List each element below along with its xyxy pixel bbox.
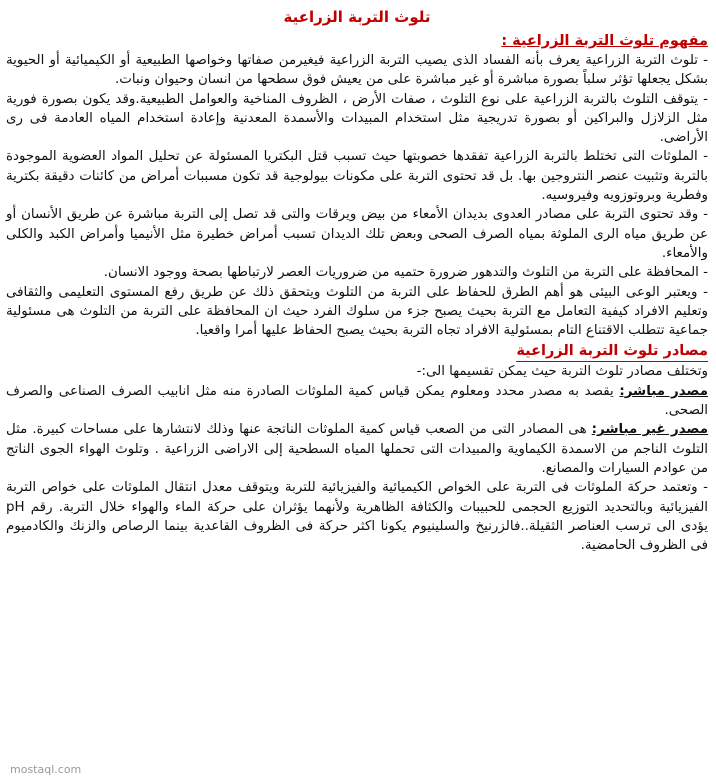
document-title: تلوث التربة الزراعية [283,8,431,26]
paragraph-indirect-source [6,420,708,478]
section-sources [6,340,708,362]
paragraph-pollutants-fertility: - الملوثات التى تختلط بالتربة الزراعية تفقدها خصوبتها حيث تسبب قتل البكتريا المسئولة عن تحليل المواد العضوية الموجودة بالتربة وتثبيت عنصر النتروجين بها. بل قد تحتوى التربة على مكونات بيولوجية قد تكون مسببات أمراض من كائنات دقيقة بكترية وفطرية وبروتوزويه وفيروسيه. [6,149,708,204]
paragraph-sources-intro: وتختلف مصادر تلوث التربة حيث يمكن تقسيمها الى:- [416,364,708,380]
paragraph-worms: - وقد تحتوى التربة على مصادر العدوى بديدان الأمعاء من بيض ويرقات والتى قد تصل إلى التربة مباشرة عن طريق الأنسان أو عن طريق مياه الرى الملوثة بمياه الصرف الصحى وبعض تلك الديدان تسبب أمراض خطيرة مثل الأنيميا وأمراض الكبد والكلى والأمعاء. [6,207,708,261]
indirect-source-label: مصدر غير مباشر: [591,422,708,438]
direct-source-text: يقصد به مصدر محدد ومعلوم يمكن قياس كمية الملوثات الصادرة منه مثل انابيب الصرف الصناعى والصرف الصحى. [6,383,708,419]
paragraph-definition: - تلوث التربة الزراعية يعرف بأنه الفساد الذى يصيب التربة الزراعية فيغيرمن صفاتها وخواصها الطبيعية أو الكيميائية أو الحيوية بشكل يجعلها تؤثر سلباً بصورة مباشرة أو غير مباشرة على من يعيش فوق سطحها من انسان وحيوان ونبات. [6,53,708,88]
paragraph-awareness: - ويعتبر الوعى البيئى هو أهم الطرق للحفاظ على التربة من التلوث ويتحقق ذلك عن طريق رفع المستوى التعليمى والثقافى وتعليم الافراد كيفية التعامل مع التربة بحيث يصبح جزء من سلوك الفرد حيث ان المحافظة على التربة من التلوث هى مسئولية جماعية تتطلب الاقتناع التام بمسئولية الافراد تجاه التربة بحيث يصبح الحفاظ عليها أمرا واقعيا. [6,284,708,339]
section-heading-sources: مصادر تلوث التربة الزراعية [516,342,708,362]
paragraph-conservation: - المحافظة على التربة من التلوث والتدهور ضرورة حتميه من ضروريات العصر لارتباطها بصحة ووجود الانسان. [103,265,708,281]
watermark-text: mostaql.com [10,763,82,776]
paragraph-factors: - يتوقف التلوث بالتربة الزراعية على نوع التلوث ، صفات الأرض ، الظروف المناخية والعوامل الطبيعية.وقد يكون بصورة فورية مثل الزلازل والبراكين أو بصورة تدريجية مثل استخدام المبيدات والأسمدة المعدنية وإعادة استخدام المياه العادمة فى رى الأراضى. [6,91,708,146]
paragraph-direct-source [6,382,708,421]
paragraph-movement: - وتعتمد حركة الملوثات فى التربة على الخواص الكيميائية والفيزيائية للتربة ويتوقف معدل انتقال الملوثات على خواص التربة الفيزيائية وبالتحديد التوزيع الحجمى للحبيبات والكثافة الظاهرية ولأنهما يؤثران على حركة الماء والهواء خلال التربة. رقم pH يؤدى الى ترسب العناصر الثقيلة..فالزرنيخ والسلينيوم يكونا اكثر حركة فى الظروف القاعدية بينما الرصاص والزنك والكادميوم فى الظروف الحامضية. [6,480,708,554]
direct-source-label: مصدر مباشر: [619,383,708,399]
indirect-source-text: هى المصادر التى من الصعب قياس كمية الملوثات الناتجة عنها وذلك لانتشارها على مساحات كبيرة. مثل التلوث الناجم من الاسمدة الكيماوية والمبيدات التى تحملها المياه السطحية إلى الاراضى الزراعية . وتلوث الهواء الجوى الناتج من عوادم السيارات والمصانع. [6,422,708,476]
section-concept [6,32,708,51]
section-heading-concept: مفهوم تلوث التربة الزراعية : [501,33,708,49]
